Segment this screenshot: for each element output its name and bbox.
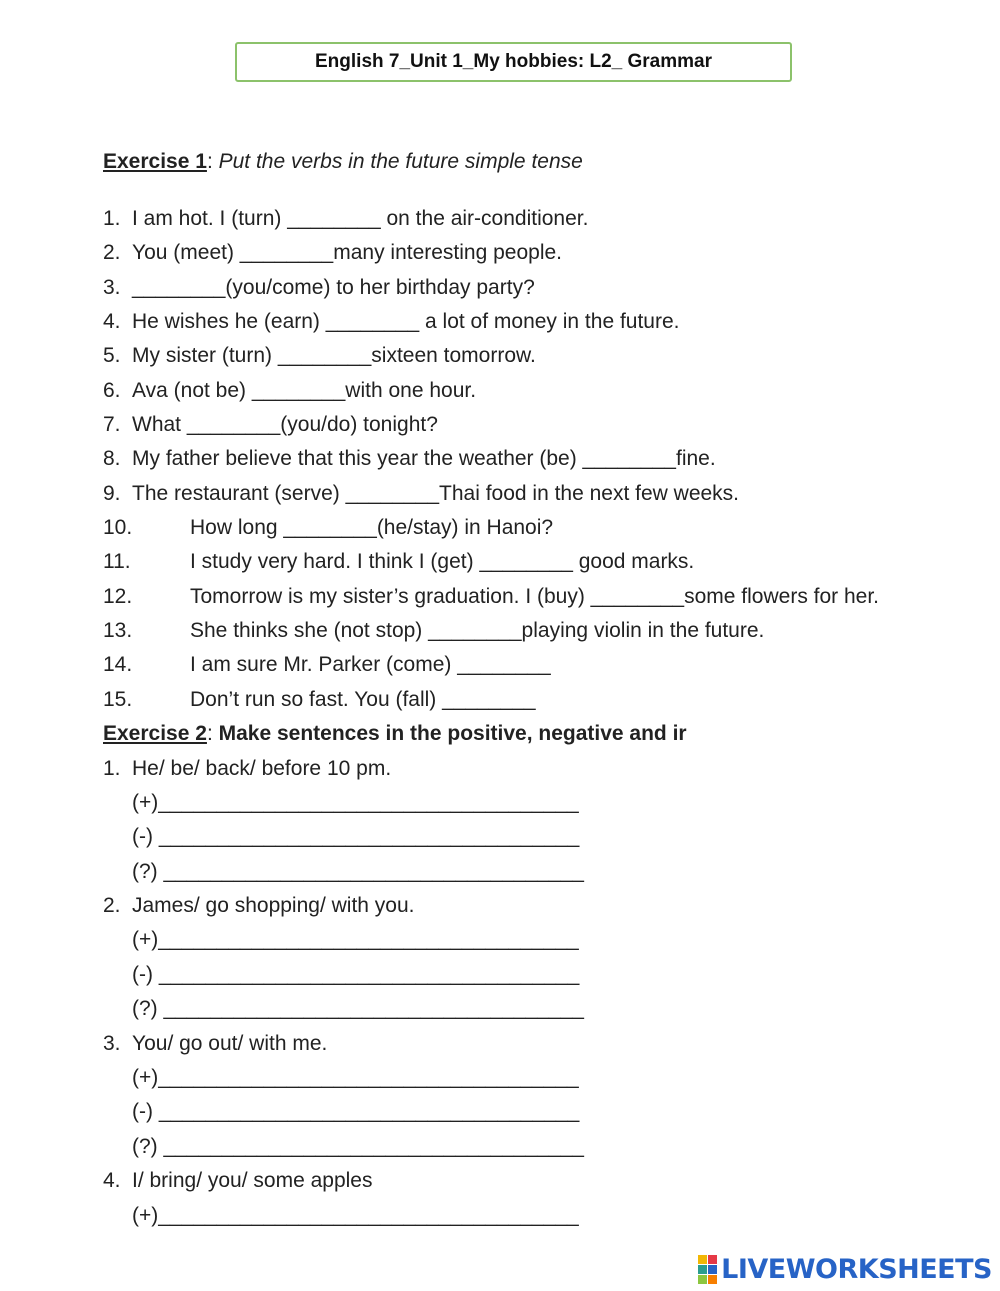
question-answer-line[interactable]: (?) ____________________________________ [132, 997, 584, 1020]
exercise-2-label: Exercise 2 [103, 722, 207, 745]
question-answer-line[interactable]: (?) ____________________________________ [132, 860, 584, 883]
exercise-1-item-text[interactable]: What ________(you/do) tonight? [132, 413, 438, 436]
item-number: 11. [103, 550, 131, 573]
logo-square [698, 1265, 707, 1274]
exercise-2-instruction: Make sentences in the positive, negative and ir [212, 722, 687, 745]
exercise-1-item-text[interactable]: My sister (turn) ________sixteen tomorrow. [132, 344, 536, 367]
logo-square [698, 1255, 707, 1264]
item-number: 4. [103, 1169, 121, 1192]
negative-answer-line[interactable]: (-) ____________________________________ [132, 1100, 580, 1123]
exercise-1-item-text[interactable]: You (meet) ________many interesting people. [132, 241, 563, 264]
logo-square [708, 1265, 717, 1274]
exercise-2-heading [103, 722, 687, 746]
item-number: 9. [103, 482, 121, 505]
item-number: 2. [103, 241, 121, 264]
negative-answer-line[interactable]: (-) ____________________________________ [132, 963, 580, 986]
positive-answer-line[interactable]: (+)____________________________________ [132, 1204, 579, 1227]
item-number: 1. [103, 757, 121, 780]
logo-square [708, 1275, 717, 1284]
exercise-1-item-text[interactable]: He wishes he (earn) ________ a lot of money in the future. [132, 310, 680, 333]
exercise-1-item-text[interactable]: The restaurant (serve) ________Thai food in the next few weeks. [132, 482, 740, 505]
item-number: 13. [103, 619, 133, 642]
item-number: 7. [103, 413, 121, 436]
item-number: 2. [103, 894, 121, 917]
item-number: 14. [103, 653, 133, 676]
item-number: 12. [103, 585, 133, 608]
exercise-1-item-text[interactable]: I am hot. I (turn) ________ on the air-conditioner. [132, 207, 589, 230]
negative-answer-line[interactable]: (-) ____________________________________ [132, 825, 580, 848]
item-number: 5. [103, 344, 121, 367]
logo-square [698, 1275, 707, 1284]
exercise-1-item-text[interactable]: Tomorrow is my sister’s graduation. I (buy) ________some flowers for her. [190, 585, 880, 608]
positive-answer-line[interactable]: (+)____________________________________ [132, 1066, 579, 1089]
exercise-1-separator: : [206, 150, 213, 173]
positive-answer-line[interactable]: (+)____________________________________ [132, 791, 579, 814]
exercise-1-item-text[interactable]: My father believe that this year the weather (be) ________fine. [132, 447, 716, 470]
liveworksheets-logo [698, 1254, 992, 1284]
positive-answer-line[interactable]: (+)____________________________________ [132, 928, 579, 951]
exercise-1-heading [103, 150, 583, 174]
item-number: 15. [103, 688, 133, 711]
exercise-1-item-text[interactable]: How long ________(he/stay) in Hanoi? [190, 516, 554, 539]
exercise-1-item-text[interactable]: I study very hard. I think I (get) ________ good marks. [190, 550, 695, 573]
logo-square [708, 1255, 717, 1264]
item-number: 1. [103, 207, 121, 230]
exercise-2-separator: : [206, 722, 213, 745]
logo-text: LIVEWORKSHEETS [721, 1253, 992, 1285]
exercise-2-prompt: He/ be/ back/ before 10 pm. [132, 757, 392, 780]
exercise-1-item-text[interactable]: I am sure Mr. Parker (come) ________ [190, 653, 551, 676]
item-number: 10. [103, 516, 133, 539]
exercise-1-item-text[interactable]: Ava (not be) ________with one hour. [132, 379, 477, 402]
exercise-1-item-text[interactable]: She thinks she (not stop) ________playing violin in the future. [190, 619, 765, 642]
item-number: 8. [103, 447, 121, 470]
exercise-2-prompt: James/ go shopping/ with you. [132, 894, 415, 917]
exercise-1-label: Exercise 1 [103, 150, 207, 173]
item-number: 4. [103, 310, 121, 333]
item-number: 3. [103, 276, 121, 299]
question-answer-line[interactable]: (?) ____________________________________ [132, 1135, 584, 1158]
exercise-1-item-text[interactable]: ________(you/come) to her birthday party? [132, 276, 535, 299]
item-number: 6. [103, 379, 121, 402]
worksheet-title: English 7_Unit 1_My hobbies: L2_ Grammar [235, 42, 792, 82]
exercise-2-prompt: I/ bring/ you/ some apples [132, 1169, 373, 1192]
exercise-2-prompt: You/ go out/ with me. [132, 1032, 328, 1055]
exercise-1-instruction: Put the verbs in the future simple tense [212, 150, 583, 173]
logo-mark-icon [698, 1255, 717, 1284]
exercise-1-item-text[interactable]: Don’t run so fast. You (fall) ________ [190, 688, 536, 711]
item-number: 3. [103, 1032, 121, 1055]
